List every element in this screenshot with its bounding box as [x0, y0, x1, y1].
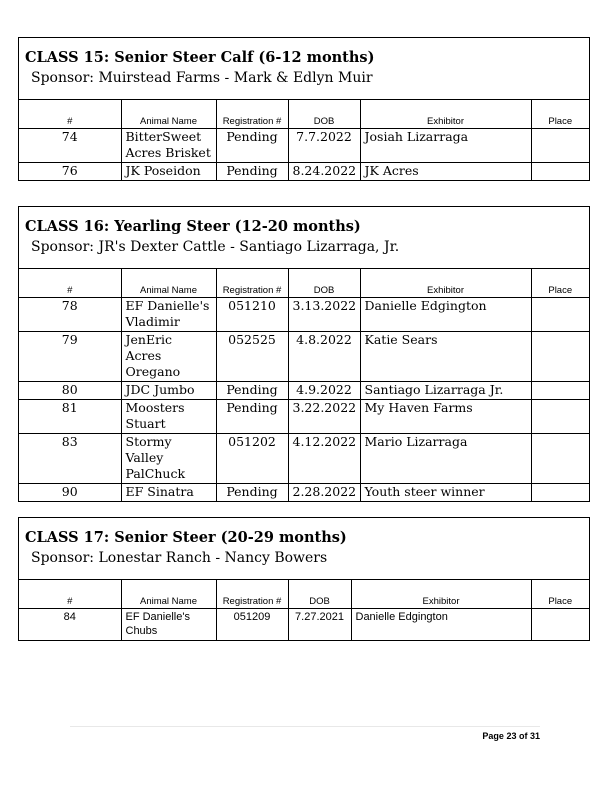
- col-exhibitor: Exhibitor: [360, 100, 531, 128]
- table-row: [19, 399, 589, 433]
- table-row: [19, 162, 589, 180]
- col-animal-name: Animal Name: [121, 269, 216, 297]
- entry-number: 76: [61, 162, 78, 178]
- animal-name: EF Sinatra: [121, 483, 216, 501]
- entry-number: 79: [19, 331, 121, 381]
- entry-number: 83: [19, 433, 121, 483]
- col-dob: DOB: [288, 580, 351, 608]
- footer-divider: [70, 726, 540, 727]
- place: [531, 331, 589, 381]
- class-17-block: [18, 517, 590, 641]
- registration: Pending: [216, 381, 288, 399]
- entry-number: 74: [19, 128, 121, 162]
- dob: 3.22.2022: [288, 399, 360, 433]
- col-number: #: [19, 580, 121, 608]
- registration: Pending: [216, 128, 288, 162]
- col-place: Place: [531, 100, 589, 128]
- table-header-row: [19, 580, 589, 608]
- registration: Pending: [216, 399, 288, 433]
- table-row: [19, 331, 589, 381]
- table-row: [19, 433, 589, 483]
- place: [531, 297, 589, 331]
- col-number: #: [19, 100, 121, 128]
- entry-number: 90: [61, 483, 78, 499]
- animal-name: EF Danielle's Vladimir: [121, 297, 216, 331]
- entry-number: 81: [19, 399, 121, 433]
- page-number: [482, 731, 540, 741]
- animal-name: Moosters Stuart: [121, 399, 216, 433]
- place: [531, 433, 589, 483]
- exhibitor: Santiago Lizarraga Jr.: [360, 381, 531, 399]
- exhibitor: JK Acres: [360, 162, 531, 180]
- col-animal-name: Animal Name: [121, 580, 216, 608]
- table-row: [19, 381, 589, 399]
- class-16-block: [18, 206, 590, 502]
- table-row: [19, 608, 589, 640]
- animal-name: JenEric Acres Oregano: [121, 331, 216, 381]
- class-header: [19, 207, 589, 269]
- exhibitor: Danielle Edgington: [351, 608, 531, 640]
- animal-name: BitterSweet Acres Brisket: [121, 128, 216, 162]
- place: [531, 399, 589, 433]
- class-15-block: [18, 37, 590, 181]
- class-title: CLASS 17: Senior Steer (20-29 months): [25, 529, 347, 546]
- exhibitor: Josiah Lizarraga: [360, 128, 531, 162]
- place: [531, 483, 589, 501]
- registration: 051202: [216, 433, 288, 483]
- entry-number: 84: [63, 610, 76, 623]
- class-sponsor: Sponsor: Lonestar Ranch - Nancy Bowers: [31, 550, 328, 566]
- entry-number: 78: [19, 297, 121, 331]
- registration: Pending: [216, 162, 288, 180]
- registration: 051209: [216, 608, 288, 640]
- col-exhibitor: Exhibitor: [351, 580, 531, 608]
- col-dob: DOB: [288, 269, 360, 297]
- registration: 052525: [216, 331, 288, 381]
- page-of-label: of: [518, 731, 528, 741]
- exhibitor: Mario Lizarraga: [360, 433, 531, 483]
- dob: 7.27.2021: [288, 608, 351, 640]
- class-header: [19, 518, 589, 580]
- dob: 8.24.2022: [288, 162, 360, 180]
- col-registration: Registration #: [216, 100, 288, 128]
- place: [531, 381, 589, 399]
- exhibitor: Youth steer winner: [360, 483, 531, 501]
- table-header-row: [19, 100, 589, 128]
- class-title: CLASS 15: Senior Steer Calf (6-12 months): [25, 49, 375, 66]
- entries-table: [19, 269, 589, 501]
- class-header: [19, 38, 589, 100]
- table-row: [19, 483, 589, 501]
- entry-number: 80: [19, 381, 121, 399]
- table-row: [19, 297, 589, 331]
- exhibitor: Katie Sears: [360, 331, 531, 381]
- animal-name: JDC Jumbo: [121, 381, 216, 399]
- entries-table: [19, 100, 589, 180]
- dob: 4.9.2022: [288, 381, 360, 399]
- col-registration: Registration #: [216, 269, 288, 297]
- page-total: 31: [529, 731, 540, 741]
- class-sponsor: Sponsor: JR's Dexter Cattle - Santiago Lizarraga, Jr.: [31, 239, 400, 255]
- animal-name: Stormy Valley PalChuck: [121, 433, 216, 483]
- dob: 3.13.2022: [288, 297, 360, 331]
- page-label: Page: [482, 731, 504, 741]
- col-dob: DOB: [288, 100, 360, 128]
- place: [531, 162, 589, 180]
- registration: 051210: [216, 297, 288, 331]
- place: [531, 608, 589, 640]
- entries-table: [19, 580, 589, 640]
- col-registration: Registration #: [216, 580, 288, 608]
- table-row: [19, 128, 589, 162]
- table-header-row: [19, 269, 589, 297]
- col-number: #: [19, 269, 121, 297]
- animal-name: JK Poseidon: [121, 162, 216, 180]
- animal-name: EF Danielle's Chubs: [121, 608, 216, 640]
- exhibitor: My Haven Farms: [360, 399, 531, 433]
- class-sponsor: Sponsor: Muirstead Farms - Mark & Edlyn Muir: [31, 70, 373, 86]
- col-place: Place: [531, 269, 589, 297]
- col-exhibitor: Exhibitor: [360, 269, 531, 297]
- dob: 7.7.2022: [288, 128, 360, 162]
- exhibitor: Danielle Edgington: [360, 297, 531, 331]
- dob: 4.12.2022: [288, 433, 360, 483]
- class-title: CLASS 16: Yearling Steer (12-20 months): [25, 218, 361, 235]
- dob: 2.28.2022: [288, 483, 360, 501]
- page-current: 23: [506, 731, 517, 741]
- registration: Pending: [216, 483, 288, 501]
- dob: 4.8.2022: [288, 331, 360, 381]
- place: [531, 128, 589, 162]
- col-animal-name: Animal Name: [121, 100, 216, 128]
- col-place: Place: [531, 580, 589, 608]
